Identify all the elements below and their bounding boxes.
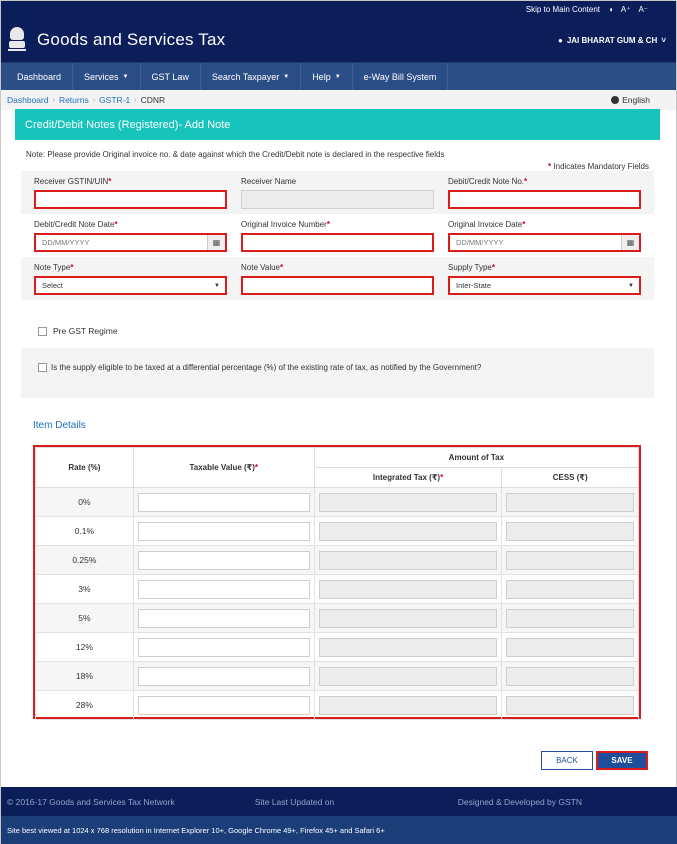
nav-gst-law[interactable]: GST Law	[141, 63, 201, 90]
cess-input	[506, 638, 634, 657]
table-row	[36, 604, 639, 633]
pre-gst-checkbox[interactable]	[38, 327, 47, 336]
breadcrumb-gstr1[interactable]: GSTR-1	[99, 95, 131, 105]
item-details-table	[33, 445, 641, 719]
user-menu[interactable]	[558, 36, 666, 45]
cess-input	[506, 522, 634, 541]
original-invoice-number-group: Original Invoice Number*	[234, 220, 441, 253]
integrated-tax-input	[319, 667, 498, 686]
contrast-icon[interactable]: ◑	[608, 5, 613, 14]
taxable-value-input[interactable]	[138, 609, 310, 628]
note-date-group: Debit/Credit Note Date* DD/MM/YYYY ▦	[27, 220, 234, 253]
integrated-tax-input	[319, 493, 498, 512]
back-button[interactable]: BACK	[541, 751, 593, 770]
header-rate: Rate (%)	[36, 448, 134, 488]
pre-gst-label: Pre GST Regime	[53, 326, 118, 336]
nav-eway-bill[interactable]: e-Way Bill System	[353, 63, 449, 90]
integrated-tax-input	[319, 522, 498, 541]
chevron-down-icon: ˅	[661, 35, 666, 45]
differential-rate-label: Is the supply eligible to be taxed at a differential percentage (%) of the existing rate of tax, as notified by the Government?	[51, 363, 482, 372]
language-selector[interactable]	[611, 95, 650, 105]
form-row-3	[21, 257, 654, 300]
note-number-input[interactable]	[448, 190, 641, 209]
language-label: English	[622, 95, 650, 105]
note-value-input[interactable]	[241, 276, 434, 295]
copyright-text: © 2016-17 Goods and Services Tax Network	[7, 796, 175, 807]
cess-input	[506, 609, 634, 628]
note-type-select[interactable]: Select ▼	[34, 276, 227, 295]
top-utility-bar	[1, 1, 676, 18]
table-row	[36, 546, 639, 575]
receiver-gstin-group: Receiver GSTIN/UIN*	[27, 177, 234, 210]
national-emblem-icon	[7, 26, 27, 54]
taxable-value-input[interactable]	[138, 696, 310, 715]
header-taxable-value: Taxable Value (₹)*	[133, 448, 314, 488]
taxable-value-input[interactable]	[138, 551, 310, 570]
taxable-value-input[interactable]	[138, 667, 310, 686]
supply-type-group: Supply Type* Inter-State ▼	[441, 263, 648, 296]
user-icon: ●	[557, 35, 563, 45]
skip-to-main-link[interactable]: Skip to Main Content	[525, 5, 601, 14]
breadcrumb-separator: ›	[92, 96, 96, 104]
supply-type-select[interactable]: Inter-State ▼	[448, 276, 641, 295]
integrated-tax-input	[319, 551, 498, 570]
rate-cell: 0.1%	[36, 517, 134, 546]
breadcrumb-dashboard[interactable]: Dashboard	[7, 95, 49, 105]
nav-help[interactable]: Help ▼	[301, 63, 352, 90]
breadcrumb-separator: ›	[134, 96, 137, 104]
panel-title: Credit/Debit Notes (Registered)- Add Note	[15, 109, 660, 140]
cess-input	[506, 696, 634, 715]
rate-cell: 12%	[36, 633, 134, 662]
nav-services[interactable]: Services ▼	[73, 63, 140, 90]
pre-gst-row	[15, 324, 660, 338]
integrated-tax-input	[319, 609, 498, 628]
rate-cell: 0.25%	[36, 546, 134, 575]
font-decrease-button[interactable]: A⁻	[638, 5, 648, 14]
mandatory-legend: * Indicates Mandatory Fields	[548, 162, 649, 171]
table-row	[36, 488, 639, 517]
breadcrumb	[1, 90, 676, 110]
site-header	[1, 18, 676, 62]
note-type-group: Note Type* Select ▼	[27, 263, 234, 296]
font-increase-button[interactable]: A⁺	[620, 5, 631, 14]
integrated-tax-input	[319, 696, 498, 715]
cess-input	[506, 493, 634, 512]
original-invoice-date-group: Original Invoice Date* DD/MM/YYYY ▦	[441, 220, 648, 253]
original-invoice-date-input[interactable]: DD/MM/YYYY ▦	[448, 233, 641, 252]
table-row	[36, 662, 639, 691]
caret-down-icon: ▼	[122, 73, 129, 80]
differential-rate-checkbox[interactable]	[38, 363, 47, 372]
save-button[interactable]: SAVE	[596, 751, 648, 770]
differential-rate-box	[21, 348, 654, 398]
main-panel	[15, 109, 660, 785]
caret-down-icon: ▼	[214, 282, 220, 289]
note-no-group: Debit/Credit Note No.*	[441, 177, 648, 210]
breadcrumb-separator: ›	[52, 96, 55, 104]
globe-icon	[611, 96, 619, 104]
receiver-name-group: Receiver Name	[234, 177, 441, 210]
taxable-value-input[interactable]	[138, 580, 310, 599]
cess-input	[506, 580, 634, 599]
header-amount-of-tax: Amount of Tax	[314, 448, 638, 468]
receiver-gstin-input[interactable]	[34, 190, 227, 209]
calendar-icon[interactable]: ▦	[621, 235, 639, 250]
taxable-value-input[interactable]	[138, 493, 310, 512]
header-cess: CESS (₹)	[502, 468, 639, 488]
original-invoice-number-input[interactable]	[241, 233, 434, 252]
receiver-name-input	[241, 190, 434, 209]
table-row	[36, 575, 639, 604]
form-row-1	[21, 171, 654, 214]
table-row	[36, 633, 639, 662]
cess-input	[506, 667, 634, 686]
nav-dashboard[interactable]: Dashboard	[6, 63, 73, 90]
rate-cell: 5%	[36, 604, 134, 633]
cess-input	[506, 551, 634, 570]
table-row	[36, 517, 639, 546]
rate-cell: 28%	[36, 691, 134, 720]
note-date-input[interactable]: DD/MM/YYYY ▦	[34, 233, 227, 252]
site-title[interactable]: Goods and Services Tax	[37, 30, 226, 49]
form-actions	[541, 751, 648, 770]
breadcrumb-returns[interactable]: Returns	[58, 95, 89, 105]
caret-down-icon: ▼	[628, 282, 634, 289]
nav-search-taxpayer[interactable]: Search Taxpayer ▼	[201, 63, 301, 90]
caret-down-icon: ▼	[334, 73, 341, 80]
header-integrated-tax: Integrated Tax (₹)*	[314, 468, 502, 488]
info-note: Note: Please provide Original invoice no. & date against which the Credit/Debit note is declared in the respective fields	[26, 150, 445, 159]
designed-by-text: Designed & Developed by GSTN	[457, 796, 583, 807]
calendar-icon[interactable]: ▦	[207, 235, 225, 250]
integrated-tax-input	[319, 638, 498, 657]
browser-note: Site best viewed at 1024 x 768 resolution in Internet Explorer 10+, Google Chrome 49+, Firefox 45+ and Safari 6+	[1, 816, 677, 844]
rate-cell: 3%	[36, 575, 134, 604]
taxable-value-input[interactable]	[138, 522, 310, 541]
integrated-tax-input	[319, 580, 498, 599]
note-value-group: Note Value*	[234, 263, 441, 296]
table-row	[36, 691, 639, 720]
main-nav	[1, 62, 676, 90]
form-row-2	[21, 214, 654, 257]
taxable-value-input[interactable]	[138, 638, 310, 657]
user-name: JAI BHARAT GUM & CH	[566, 35, 658, 45]
caret-down-icon: ▼	[283, 73, 290, 80]
rate-cell: 18%	[36, 662, 134, 691]
site-updated-text: Site Last Updated on	[254, 796, 335, 807]
rate-cell: 0%	[36, 488, 134, 517]
item-details-title: Item Details	[33, 420, 86, 431]
site-footer	[1, 787, 677, 816]
breadcrumb-current: CDNR	[140, 95, 166, 105]
